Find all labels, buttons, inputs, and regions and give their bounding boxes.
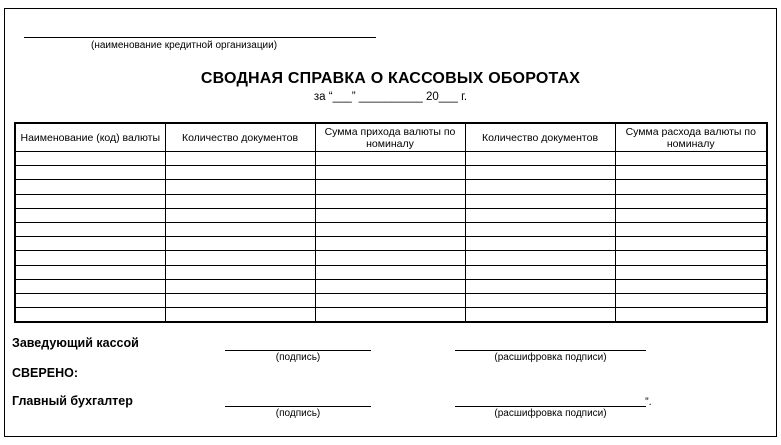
table-cell[interactable] xyxy=(465,265,615,279)
table-row xyxy=(15,237,767,251)
cashier-decipher-caption: (расшифровка подписи) xyxy=(494,352,607,363)
table-cell[interactable] xyxy=(465,279,615,293)
table-cell[interactable] xyxy=(615,308,767,323)
table-cell[interactable] xyxy=(465,208,615,222)
table-cell[interactable] xyxy=(465,180,615,194)
table-cell[interactable] xyxy=(15,265,165,279)
cashier-signature-line xyxy=(225,350,371,351)
table-cell[interactable] xyxy=(465,194,615,208)
accountant-signature-line xyxy=(225,406,371,407)
table-cell[interactable] xyxy=(165,194,315,208)
table-cell[interactable] xyxy=(615,237,767,251)
table-row xyxy=(15,265,767,279)
table-row xyxy=(15,152,767,166)
table-cell[interactable] xyxy=(465,152,615,166)
table-row xyxy=(15,308,767,323)
table-cell[interactable] xyxy=(615,222,767,236)
table-cell[interactable] xyxy=(315,166,465,180)
cashier-label: Заведующий кассой xyxy=(12,336,139,350)
table-cell[interactable] xyxy=(315,237,465,251)
org-name-caption: (наименование кредитной организации) xyxy=(91,40,278,51)
table-cell[interactable] xyxy=(615,279,767,293)
column-header-outgoing-docs: Количество документов xyxy=(465,123,615,152)
accountant-label: Главный бухгалтер xyxy=(12,394,133,408)
table-cell[interactable] xyxy=(315,279,465,293)
checked-label: СВЕРЕНО: xyxy=(12,366,78,380)
table-cell[interactable] xyxy=(315,293,465,307)
table-cell[interactable] xyxy=(165,166,315,180)
table-body xyxy=(15,152,767,323)
cashier-decipher-line xyxy=(455,350,646,351)
table-cell[interactable] xyxy=(15,222,165,236)
table-cell[interactable] xyxy=(15,293,165,307)
accountant-decipher-caption: (расшифровка подписи) xyxy=(494,408,607,419)
table-cell[interactable] xyxy=(165,222,315,236)
table-cell[interactable] xyxy=(15,208,165,222)
table-cell[interactable] xyxy=(15,279,165,293)
table-cell[interactable] xyxy=(615,166,767,180)
table-row xyxy=(15,166,767,180)
table-cell[interactable] xyxy=(165,308,315,323)
table-cell[interactable] xyxy=(165,279,315,293)
table-cell[interactable] xyxy=(315,208,465,222)
table-cell[interactable] xyxy=(165,251,315,265)
table-row xyxy=(15,279,767,293)
table-cell[interactable] xyxy=(165,237,315,251)
column-header-currency: Наименование (код) валюты xyxy=(15,123,165,152)
page-title: СВОДНАЯ СПРАВКА О КАССОВЫХ ОБОРОТАХ xyxy=(200,70,581,87)
table-cell[interactable] xyxy=(315,194,465,208)
table-cell[interactable] xyxy=(15,180,165,194)
column-header-outgoing-sum: Сумма расхода валюты по номиналу xyxy=(615,123,767,152)
table-cell[interactable] xyxy=(615,293,767,307)
table-cell[interactable] xyxy=(165,208,315,222)
table-row xyxy=(15,222,767,236)
trailing-quote-mark: ”. xyxy=(645,396,652,408)
table-cell[interactable] xyxy=(465,308,615,323)
org-name-line xyxy=(24,37,376,38)
table-row xyxy=(15,194,767,208)
table-row xyxy=(15,180,767,194)
table-cell[interactable] xyxy=(315,265,465,279)
table-cell[interactable] xyxy=(615,152,767,166)
table-cell[interactable] xyxy=(15,152,165,166)
accountant-signature-caption: (подпись) xyxy=(275,408,321,419)
table-cell[interactable] xyxy=(465,237,615,251)
accountant-decipher-line xyxy=(455,406,646,407)
table-cell[interactable] xyxy=(615,194,767,208)
table-cell[interactable] xyxy=(15,308,165,323)
date-line: за “___” __________ 20___ г. xyxy=(313,91,468,103)
table-cell[interactable] xyxy=(465,251,615,265)
table-cell[interactable] xyxy=(615,251,767,265)
table-cell[interactable] xyxy=(315,222,465,236)
table-cell[interactable] xyxy=(315,251,465,265)
table-cell[interactable] xyxy=(465,222,615,236)
table-row xyxy=(15,208,767,222)
cashier-signature-caption: (подпись) xyxy=(275,352,321,363)
table-cell[interactable] xyxy=(615,180,767,194)
table-cell[interactable] xyxy=(15,166,165,180)
table-cell[interactable] xyxy=(315,308,465,323)
table-cell[interactable] xyxy=(15,237,165,251)
cash-turnover-table xyxy=(14,122,768,323)
table-row xyxy=(15,293,767,307)
table-cell[interactable] xyxy=(165,293,315,307)
column-header-incoming-docs: Количество документов xyxy=(165,123,315,152)
table-cell[interactable] xyxy=(315,152,465,166)
table-cell[interactable] xyxy=(165,152,315,166)
table-cell[interactable] xyxy=(15,251,165,265)
table-cell[interactable] xyxy=(15,194,165,208)
table-cell[interactable] xyxy=(615,208,767,222)
table-cell[interactable] xyxy=(465,166,615,180)
table-cell[interactable] xyxy=(615,265,767,279)
table-cell[interactable] xyxy=(465,293,615,307)
table-cell[interactable] xyxy=(315,180,465,194)
table-cell[interactable] xyxy=(165,265,315,279)
column-header-incoming-sum: Сумма прихода валюты по номиналу xyxy=(315,123,465,152)
table-row xyxy=(15,251,767,265)
table-cell[interactable] xyxy=(165,180,315,194)
table-header-row xyxy=(15,123,767,152)
